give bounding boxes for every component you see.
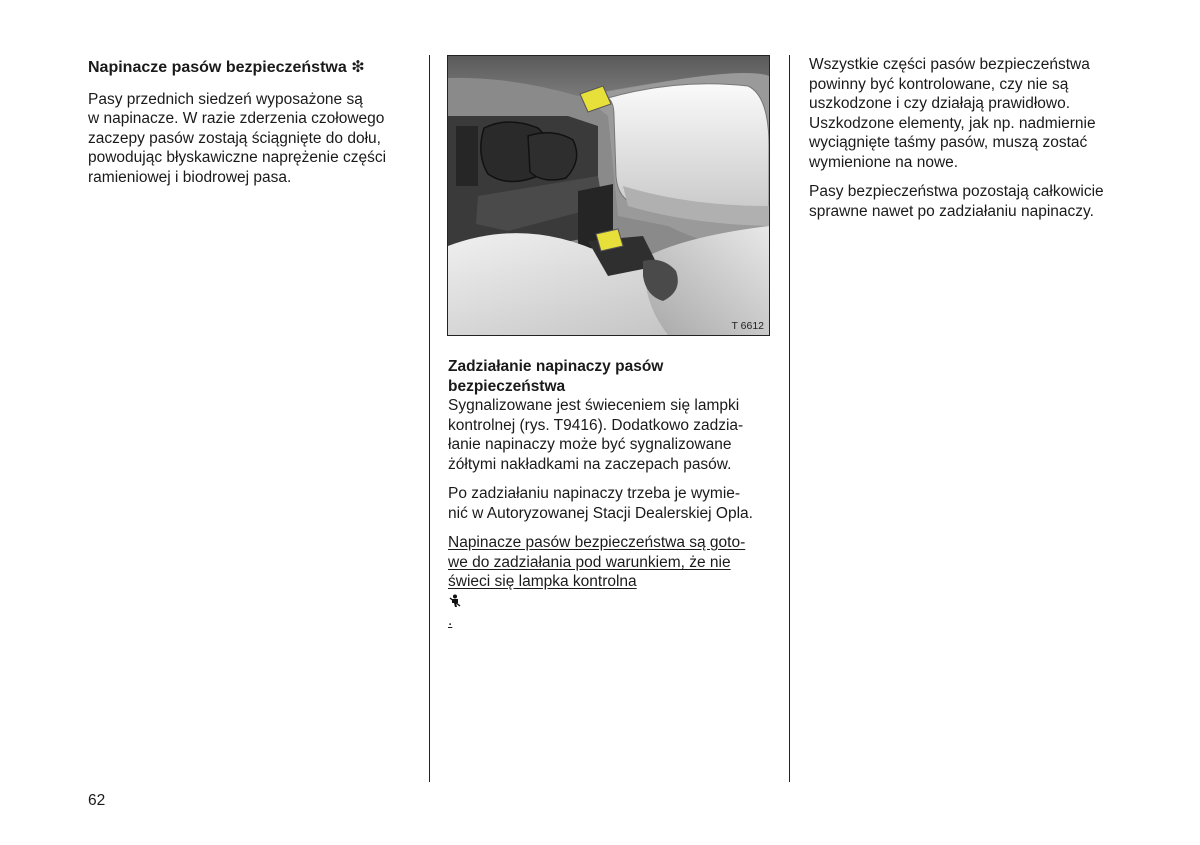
paragraph-end-punctuation: . <box>448 612 453 629</box>
paragraph-line: sprawne nawet po zadziałaniu napinaczy. <box>809 202 1094 220</box>
right-paragraph-2 <box>809 182 1149 221</box>
subheading-line: Zadziałanie napinaczy pasów <box>448 358 664 375</box>
seatbelt-warning-icon <box>448 594 462 608</box>
paragraph-line: Po zadziałaniu napinaczy trzeba je wymie- <box>448 485 741 502</box>
paragraph-line: powodując błyskawiczne naprężenie części <box>88 149 387 166</box>
snowflake-icon: ❇ <box>351 59 365 76</box>
paragraph-1 <box>448 396 778 474</box>
paragraph-line: żółtymi nakładkami na zaczepach pasów. <box>448 455 732 473</box>
paragraph-line: Napinacze pasów bezpieczeństwa są goto- <box>448 534 746 551</box>
paragraph-line: wymienione na nowe. <box>809 153 959 171</box>
paragraph-2 <box>448 484 778 523</box>
paragraph-3-warning <box>448 533 778 631</box>
paragraph-line: w napinacze. W razie zderzenia czołowego <box>88 110 385 127</box>
paragraph-line: Sygnalizowane jest świeceniem się lampki <box>448 397 740 414</box>
paragraph-line: Wszystkie części pasów bezpieczeństwa <box>809 56 1090 73</box>
figure-code: T 6612 <box>731 320 764 332</box>
subheading <box>448 357 778 396</box>
section-title-text: Napinacze pasów bezpieczeństwa <box>88 59 347 76</box>
page-number: 62 <box>88 792 106 809</box>
left-column <box>88 58 418 197</box>
right-paragraph-1 <box>809 55 1149 172</box>
paragraph-line: powinny być kontrolowane, czy nie są <box>809 75 1069 93</box>
paragraph-line: łanie napinaczy może być sygnalizowane <box>448 436 732 453</box>
column-divider-right <box>789 55 790 782</box>
paragraph-line: kontrolnej (rys. T9416). Dodatkowo zadzia- <box>448 416 744 434</box>
middle-column <box>448 357 778 641</box>
subheading-line: bezpieczeństwa <box>448 377 566 395</box>
paragraph-line: uszkodzone i czy działają prawidłowo. <box>809 95 1071 112</box>
intro-paragraph <box>88 90 418 188</box>
paragraph-line: Pasy bezpieczeństwa pozostają całkowicie <box>809 183 1104 200</box>
paragraph-line: wyciągnięte taśmy pasów, muszą zostać <box>809 134 1088 151</box>
paragraph-line-text: świeci się lampka kontrolna <box>448 573 637 590</box>
paragraph-line: ramieniowej i biodrowej pasa. <box>88 168 292 186</box>
paragraph-line: zaczepy pasów zostają ściągnięte do dołu, <box>88 129 381 147</box>
paragraph-line: Uszkodzone elementy, jak np. nadmiernie <box>809 114 1096 132</box>
paragraph-line-last <box>448 572 778 631</box>
paragraph-line: Pasy przednich siedzeń wyposażone są <box>88 90 363 108</box>
section-title <box>88 58 418 78</box>
column-divider-left <box>429 55 430 782</box>
car-interior-illustration <box>448 56 769 335</box>
right-column <box>809 55 1149 231</box>
paragraph-line: nić w Autoryzowanej Stacji Dealerskiej Opla. <box>448 504 753 522</box>
paragraph-line: we do zadziałania pod warunkiem, że nie <box>448 553 731 571</box>
seat-belt-tensioner-figure <box>447 55 770 336</box>
